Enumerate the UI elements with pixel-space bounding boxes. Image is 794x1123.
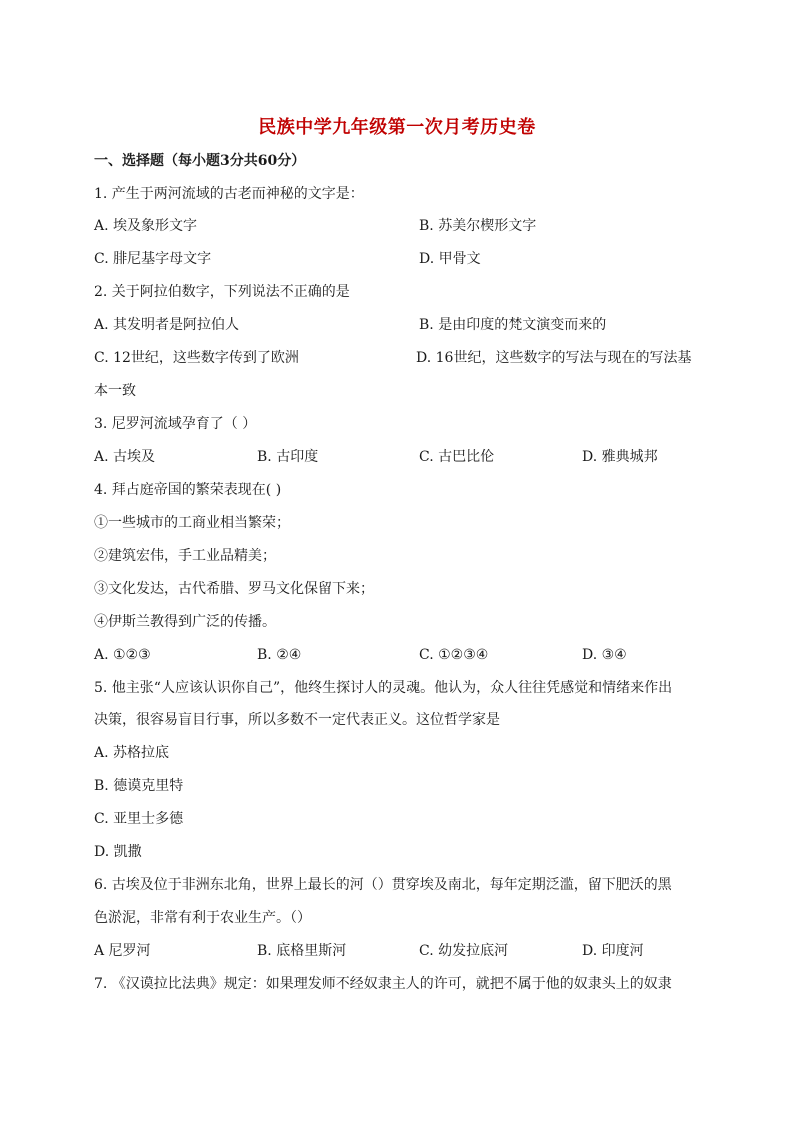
question-5-option-a: A. 苏格拉底 — [94, 745, 170, 761]
question-5-option-c: C. 亚里士多德 — [94, 811, 184, 827]
question-4-option-c: C. ①②③④ — [419, 647, 489, 663]
question-6-stem-line-1: 6. 古埃及位于非洲东北角，世界上最长的河（）贯穿埃及南北，每年定期泛滥，留下肥沃的黑 — [94, 877, 672, 893]
question-3-option-d: D. 雅典城邦 — [582, 449, 658, 465]
question-4-item-4: ④伊斯兰教得到广泛的传播。 — [94, 614, 276, 630]
question-4-item-1: ①一些城市的工商业相当繁荣； — [94, 515, 290, 531]
question-4-item-2: ②建筑宏伟，手工业品精美； — [94, 548, 276, 564]
question-1-option-a: A. 埃及象形文字 — [94, 218, 198, 234]
question-4-option-d: D. ③④ — [582, 647, 627, 663]
question-5-stem-line-1: 5. 他主张“人应该认识你自己”，他终生探讨人的灵魂。他认为，众人往往凭感觉和情绪来作出 — [94, 680, 673, 696]
question-2-option-a: A. 其发明者是阿拉伯人 — [94, 317, 240, 333]
question-2-stem: 2. 关于阿拉伯数字，下列说法不正确的是 — [94, 284, 350, 300]
question-2-option-b: B. 是由印度的梵文演变而来的 — [419, 317, 607, 333]
question-2-continuation: 本一致 — [94, 383, 136, 399]
question-7-stem: 7. 《汉谟拉比法典》规定：如果理发师不经奴隶主人的许可，就把不属于他的奴隶头上的奴隶 — [94, 976, 672, 992]
question-6-option-a: A 尼罗河 — [94, 943, 151, 959]
question-4-option-b: B. ②④ — [257, 647, 302, 663]
question-1-option-b: B. 苏美尔楔形文字 — [419, 218, 537, 234]
question-1-option-c: C. 腓尼基字母文字 — [94, 251, 212, 267]
question-5-option-d: D. 凯撒 — [94, 844, 142, 860]
exam-title: 民族中学九年级第一次月考历史卷 — [258, 117, 536, 138]
question-4-option-a: A. ①②③ — [94, 647, 151, 663]
question-3-option-a: A. 古埃及 — [94, 449, 156, 465]
question-6-option-c: C. 幼发拉底河 — [419, 943, 509, 959]
question-2-option-c: C. 12世纪，这些数字传到了欧洲 — [94, 350, 299, 366]
question-3-option-b: B. 古印度 — [257, 449, 319, 465]
question-1-stem: 1. 产生于两河流域的古老而神秘的文字是： — [94, 186, 364, 202]
question-5-option-b: B. 德谟克里特 — [94, 778, 184, 794]
question-4-item-3: ③文化发达，古代希腊、罗马文化保留下来； — [94, 581, 374, 597]
question-6-stem-line-2: 色淤泥，非常有利于农业生产。（） — [94, 910, 311, 926]
question-2-option-d: D. 16世纪，这些数字的写法与现在的写法基 — [416, 350, 692, 366]
question-3-stem: 3. 尼罗河流域孕育了（ ） — [94, 416, 257, 432]
question-6-option-d: D. 印度河 — [582, 943, 644, 959]
question-4-stem: 4. 拜占庭帝国的繁荣表现在( ) — [94, 482, 282, 498]
question-6-option-b: B. 底格里斯河 — [257, 943, 347, 959]
question-3-option-c: C. 古巴比伦 — [419, 449, 495, 465]
section-heading: 一、选择题（每小题3分共60分） — [94, 153, 306, 169]
question-1-option-d: D. 甲骨文 — [419, 251, 481, 267]
question-5-stem-line-2: 决策，很容易盲目行事，所以多数不一定代表正义。这位哲学家是 — [94, 712, 500, 728]
